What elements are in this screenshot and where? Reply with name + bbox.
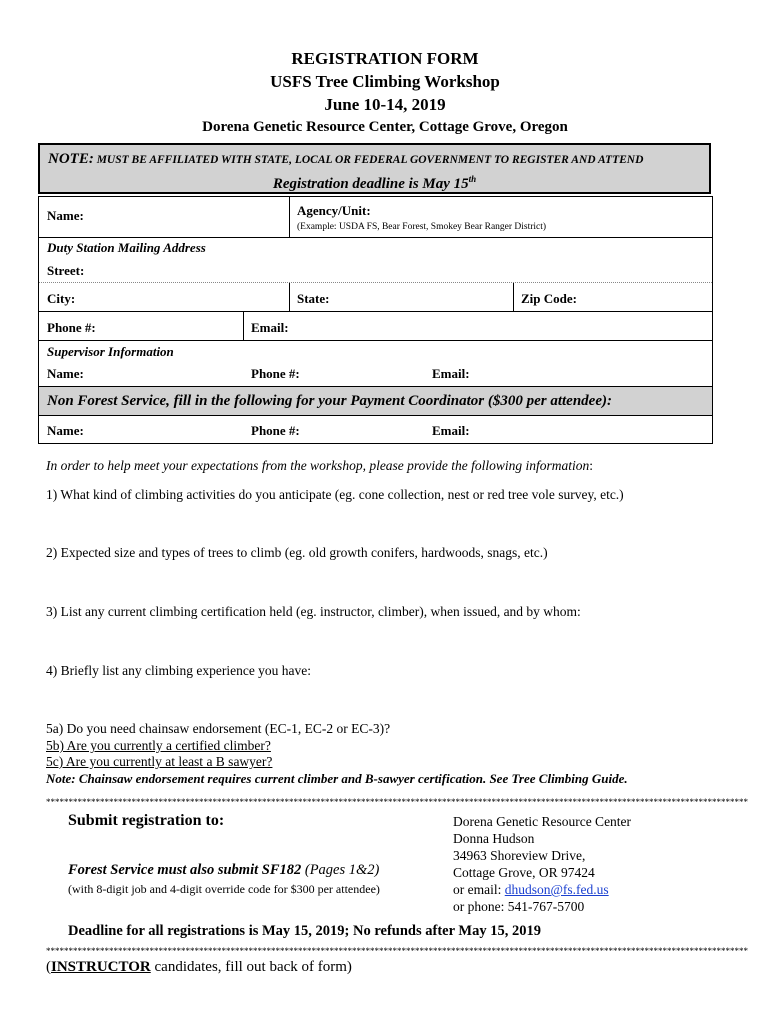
separator-stars-2: ************************************************************************************************************************************************************ [46, 946, 748, 956]
instructor-note-open: ( [46, 959, 51, 975]
form-title: REGISTRATION FORM [291, 49, 479, 68]
instructor-word: INSTRUCTOR [51, 959, 151, 975]
state-label: State: [297, 291, 330, 306]
fs-submit-note-text: Forest Service must also submit SF182 [68, 862, 302, 878]
registration-deadline [40, 174, 709, 193]
email-prefix: or email: [453, 882, 505, 897]
row-name-agency [39, 197, 712, 238]
agency-label: Agency/Unit: [297, 203, 371, 218]
supervisor-email-label: Email: [432, 366, 470, 381]
name-label: Name: [47, 208, 84, 223]
row-city-state-zip [39, 283, 712, 312]
question-5b: 5b) Are you currently a certified climber? [46, 738, 271, 753]
duty-station-label: Duty Station Mailing Address [47, 240, 206, 255]
supervisor-phone-label: Phone #: [251, 366, 300, 381]
email-link[interactable]: dhudson@fs.fed.us [504, 882, 609, 897]
phone-label: Phone #: [47, 320, 96, 335]
street-label: Street: [47, 263, 85, 278]
email-line [453, 881, 609, 898]
payment-phone-label: Phone #: [251, 423, 300, 438]
question-5c: 5c) Are you currently at least a B sawyer? [46, 754, 273, 769]
divider [243, 312, 244, 340]
final-deadline: Deadline for all registrations is May 15, 2019; No refunds after May 15, 2019 [68, 923, 541, 939]
questions-intro-text: In order to help meet your expectations from the workshop, please provide the following information [46, 458, 590, 473]
row-payment-coordinator [39, 416, 712, 443]
payment-name-label: Name: [47, 423, 84, 438]
fs-submit-pages: (Pages 1&2) [301, 862, 380, 878]
note-line [48, 151, 643, 168]
fs-submit-detail: (with 8-digit job and 4-digit override code for $300 per attendee) [68, 882, 380, 896]
zip-label: Zip Code: [521, 291, 577, 306]
divider [289, 197, 290, 237]
agency-example: (Example: USDA FS, Bear Forest, Smokey Bear Ranger District) [297, 222, 547, 232]
fs-submit-note [68, 862, 379, 879]
separator-stars: ************************************************************************************************************************************************************ [46, 797, 748, 807]
phone-line: or phone: 541-767-5700 [453, 899, 585, 914]
registration-deadline-text: Registration deadline is May 15 [272, 176, 469, 192]
row-phone-email [39, 312, 712, 341]
email-label: Email: [251, 320, 289, 335]
questions-intro-colon: : [589, 458, 594, 473]
registration-table [38, 196, 713, 444]
workshop-location: Dorena Genetic Resource Center, Cottage Grove, Oregon [202, 119, 568, 135]
chainsaw-note: Note: Chainsaw endorsement requires current climber and B-sawyer certification. See Tree Climbing Guide. [46, 771, 628, 786]
submit-heading: Submit registration to: [68, 812, 225, 829]
deadline-superscript: th [468, 174, 477, 184]
row-duty-station [39, 238, 712, 283]
questions-intro [46, 458, 593, 474]
non-fs-heading: Non Forest Service, fill in the following for your Payment Coordinator ($300 per attendee): [47, 393, 612, 409]
supervisor-label: Supervisor Information [47, 344, 174, 359]
divider [513, 283, 514, 311]
row-supervisor [39, 341, 712, 387]
question-1: 1) What kind of climbing activities do you anticipate (eg. cone collection, nest or red tree vole survey, etc.) [46, 487, 624, 502]
instructor-note [46, 959, 352, 976]
address-line-1: Dorena Genetic Resource Center [453, 814, 632, 829]
payment-email-label: Email: [432, 423, 470, 438]
non-fs-heading-row [39, 387, 712, 416]
question-3: 3) List any current climbing certification held (eg. instructor, climber), when issued, and by whom: [46, 604, 581, 619]
note-text: MUST BE AFFILIATED WITH STATE, LOCAL OR FEDERAL GOVERNMENT TO REGISTER AND ATTEND [96, 154, 644, 166]
city-label: City: [47, 291, 76, 306]
question-4: 4) Briefly list any climbing experience you have: [46, 663, 312, 678]
note-prefix: NOTE: [48, 151, 94, 167]
supervisor-name-label: Name: [47, 366, 84, 381]
workshop-dates: June 10-14, 2019 [324, 95, 446, 114]
address-line-2: Donna Hudson [453, 831, 535, 846]
workshop-title: USFS Tree Climbing Workshop [270, 72, 500, 91]
address-line-3: 34963 Shoreview Drive, [453, 848, 586, 863]
divider [289, 283, 290, 311]
question-5a: 5a) Do you need chainsaw endorsement (EC-1, EC-2 or EC-3)? [46, 721, 391, 736]
instructor-note-rest: candidates, fill out back of form) [150, 959, 352, 975]
note-box [38, 143, 711, 194]
question-2: 2) Expected size and types of trees to climb (eg. old growth conifers, hardwoods, snags, etc.) [46, 545, 548, 560]
address-line-4: Cottage Grove, OR 97424 [453, 865, 595, 880]
